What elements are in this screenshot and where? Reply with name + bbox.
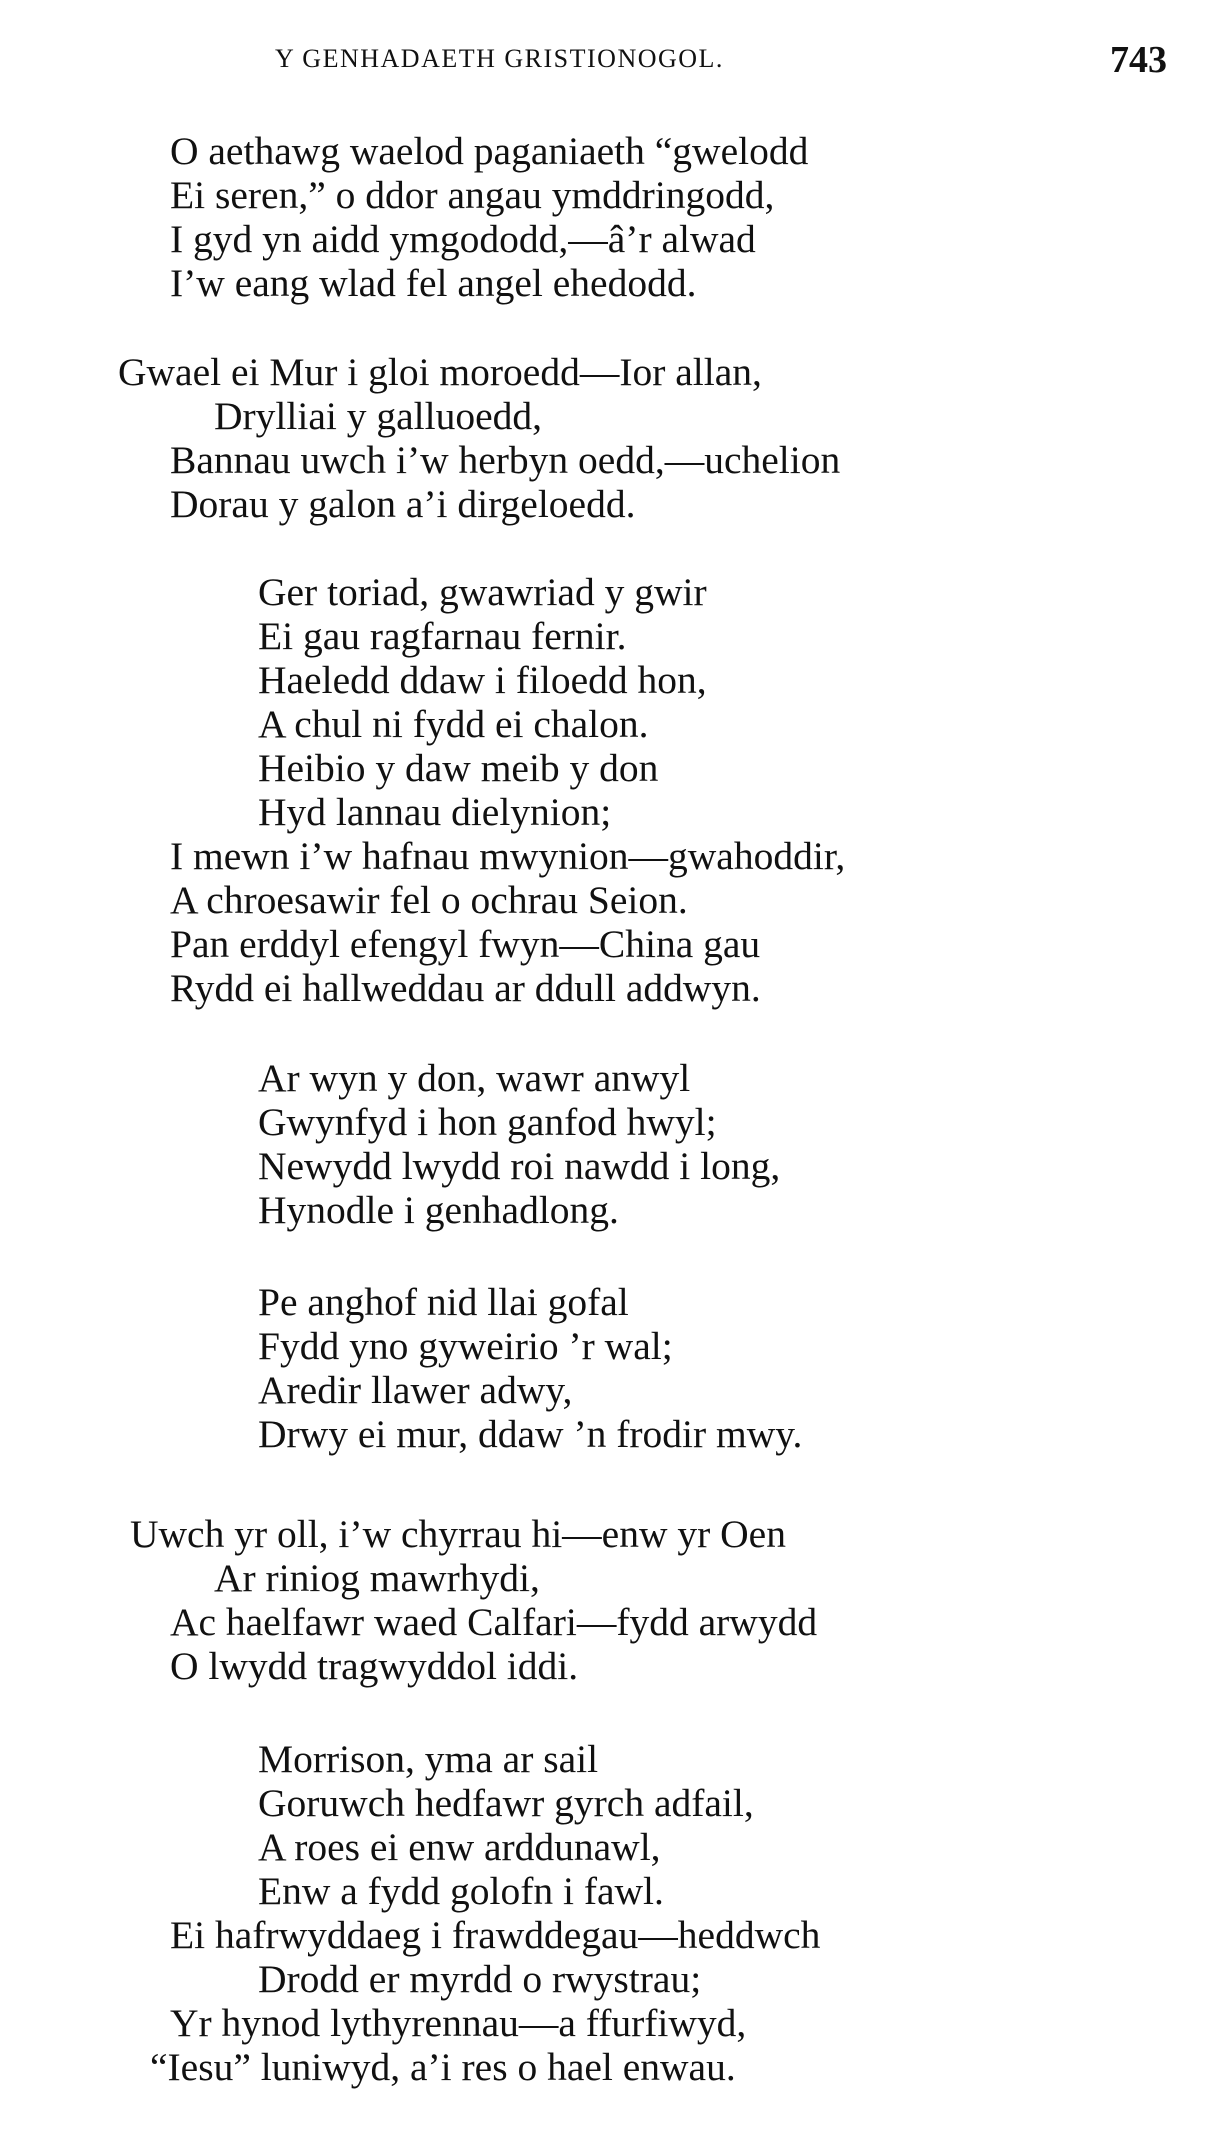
verse-line: Yr hynod lythyrennau—a ffurfiwyd, bbox=[170, 2001, 747, 2045]
verse-line: Pe anghof nid llai gofal bbox=[258, 1280, 629, 1324]
verse-line: Ar wyn y don, wawr anwyl bbox=[258, 1056, 691, 1100]
verse-line: Aredir llawer adwy, bbox=[258, 1368, 573, 1412]
verse-line: O aethawg waelod paganiaeth “gwelodd bbox=[170, 129, 809, 173]
verse-line: O lwydd tragwyddol iddi. bbox=[170, 1644, 579, 1688]
verse-line: I mewn i’w hafnau mwynion—gwahoddir, bbox=[170, 834, 846, 878]
verse-line: I’w eang wlad fel angel ehedodd. bbox=[170, 261, 697, 305]
verse-line: Heibio y daw meib y don bbox=[258, 746, 659, 790]
verse-line: Pan erddyl efengyl fwyn—China gau bbox=[170, 922, 761, 966]
page-number: 743 bbox=[1110, 39, 1167, 81]
verse-line: Ger toriad, gwawriad y gwir bbox=[258, 570, 707, 614]
verse-line: Ac haelfawr waed Calfari—fydd arwydd bbox=[170, 1600, 818, 1644]
running-head: Y GENHADAETH GRISTIONOGOL. bbox=[275, 44, 724, 73]
verse-line: Ei gau ragfarnau fernir. bbox=[258, 614, 627, 658]
verse-line: Bannau uwch i’w herbyn oedd,—uchelion bbox=[170, 438, 841, 482]
verse-line: Morrison, yma ar sail bbox=[258, 1737, 599, 1781]
verse-line: Drodd er myrdd o rwystrau; bbox=[258, 1957, 702, 2001]
verse-line: Dorau y galon a’i dirgeloedd. bbox=[170, 482, 636, 526]
verse-line: Hynodle i genhadlong. bbox=[258, 1188, 619, 1232]
verse-line: A chroesawir fel o ochrau Seion. bbox=[170, 878, 688, 922]
verse-line: Enw a fydd golofn i fawl. bbox=[258, 1869, 664, 1913]
verse-line: Goruwch hedfawr gyrch adfail, bbox=[258, 1781, 754, 1825]
verse-line: A roes ei enw arddunawl, bbox=[258, 1825, 661, 1869]
verse-line: Ei seren,” o ddor angau ymddringodd, bbox=[170, 173, 775, 217]
verse-line: Gwynfyd i hon ganfod hwyl; bbox=[258, 1100, 717, 1144]
verse-line: Haeledd ddaw i filoedd hon, bbox=[258, 658, 707, 702]
verse-line: Fydd yno gyweirio ’r wal; bbox=[258, 1324, 673, 1368]
verse-line: Newydd lwydd roi nawdd i long, bbox=[258, 1144, 781, 1188]
verse-line: Rydd ei hallweddau ar ddull addwyn. bbox=[170, 966, 761, 1010]
verse-line: Gwael ei Mur i gloi moroedd—Ior allan, bbox=[118, 350, 762, 394]
verse-line: Uwch yr oll, i’w chyrrau hi—enw yr Oen bbox=[130, 1512, 786, 1556]
verse-line: “Iesu” luniwyd, a’i res o hael enwau. bbox=[150, 2045, 736, 2089]
verse-line: Drwy ei mur, ddaw ’n frodir mwy. bbox=[258, 1412, 803, 1456]
verse-line: I gyd yn aidd ymgododd,—â’r alwad bbox=[170, 217, 756, 261]
verse-line: Drylliai y galluoedd, bbox=[214, 394, 542, 438]
verse-line: Ar riniog mawrhydi, bbox=[214, 1556, 540, 1600]
verse-line: Hyd lannau dielynion; bbox=[258, 790, 612, 834]
verse-line: Ei hafrwyddaeg i frawddegau—heddwch bbox=[170, 1913, 821, 1957]
verse-line: A chul ni fydd ei chalon. bbox=[258, 702, 649, 746]
